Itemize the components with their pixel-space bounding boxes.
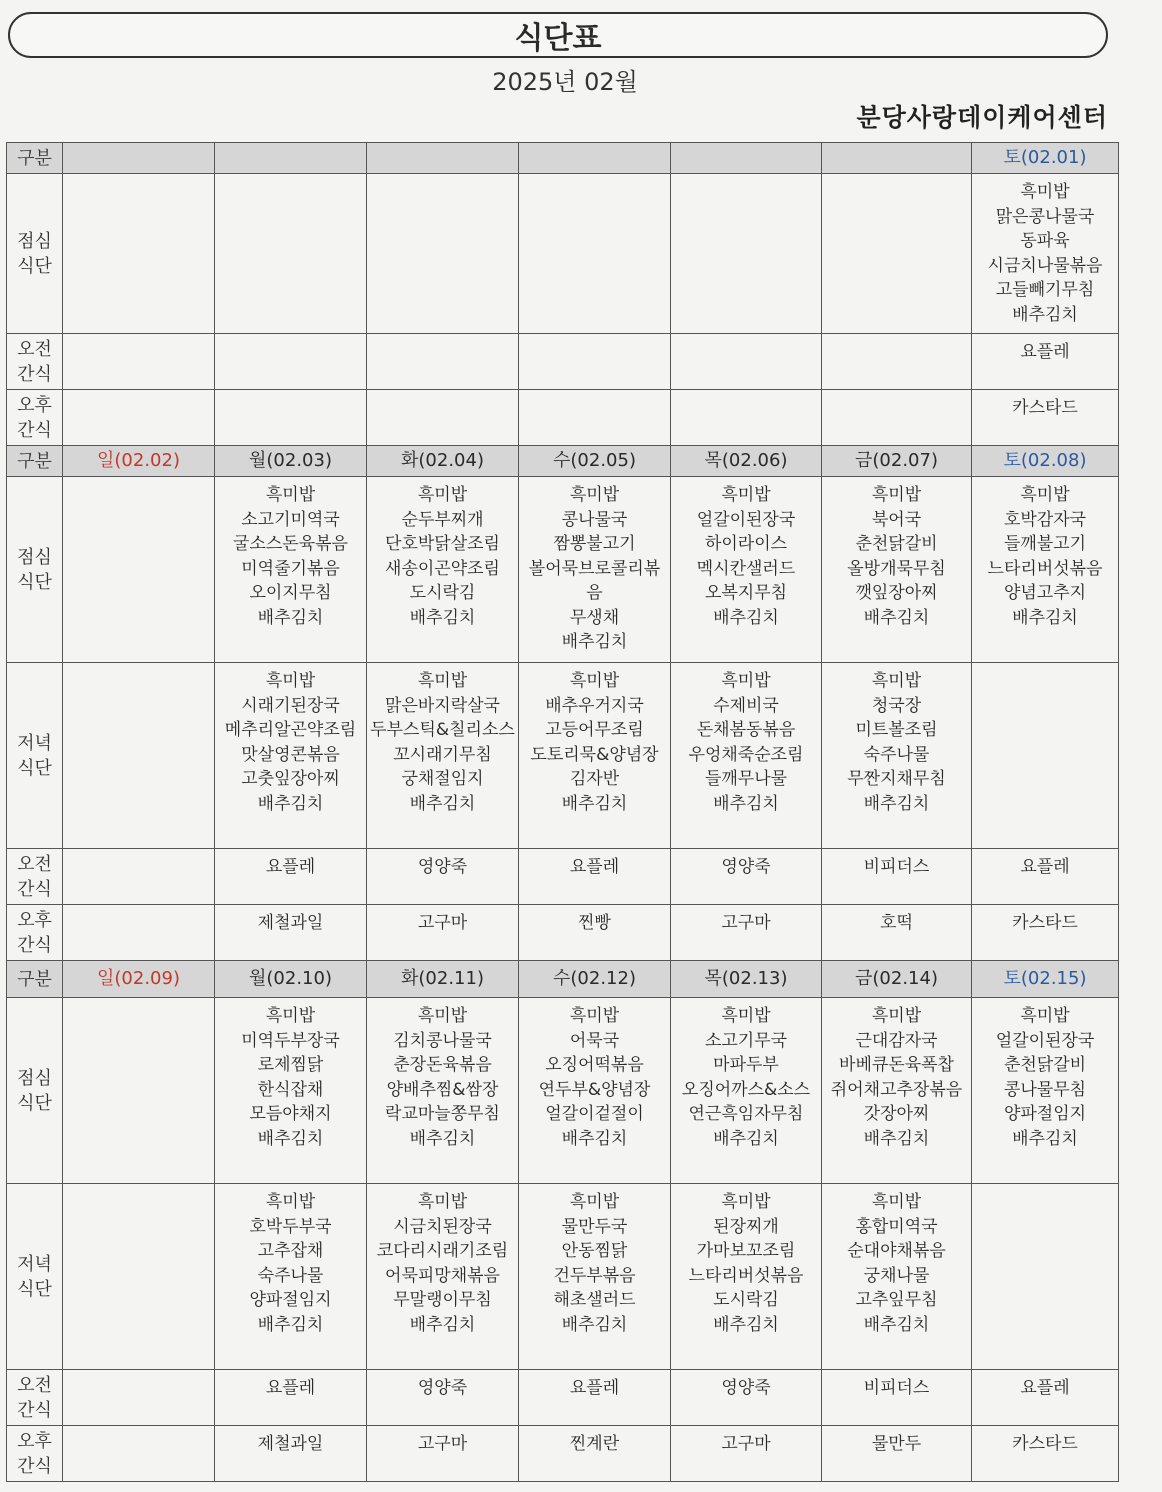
row-label-pm-snack: 오후 간식 bbox=[7, 905, 63, 961]
meal-cell bbox=[519, 1184, 671, 1370]
dish-item: 해초샐러드 bbox=[553, 1290, 636, 1310]
dish-item: 미역줄기볶음 bbox=[241, 558, 340, 579]
dish-item: 흑미밥 bbox=[265, 485, 316, 505]
snack-cell: 비피더스 bbox=[822, 849, 972, 905]
dish-item: 짬뽕불고기 bbox=[553, 534, 636, 554]
snack-cell bbox=[822, 334, 972, 390]
dish-item: 도시락김 bbox=[409, 583, 476, 603]
dish-item: 우엉채죽순조림 bbox=[688, 744, 804, 765]
meal-cell bbox=[519, 998, 671, 1184]
snack-cell: 요플레 bbox=[215, 849, 367, 905]
lunch-row bbox=[7, 174, 1119, 334]
snack-cell bbox=[215, 390, 367, 446]
dish-item: 배추김치 bbox=[713, 1128, 779, 1149]
snack-cell: 카스타드 bbox=[972, 1426, 1119, 1482]
snack-cell: 요플레 bbox=[972, 849, 1119, 905]
dish-item: 흑미밥 bbox=[721, 1006, 771, 1026]
meal-cell bbox=[519, 174, 671, 334]
meal-cell bbox=[63, 663, 215, 849]
dish-item: 흑미밥 bbox=[569, 1006, 620, 1026]
meal-cell bbox=[972, 1184, 1119, 1370]
row-label-lunch: 점심 식단 bbox=[7, 998, 63, 1184]
dish-item: 안동찜닭 bbox=[561, 1241, 628, 1261]
snack-cell bbox=[63, 390, 215, 446]
meal-cell bbox=[215, 998, 367, 1184]
dish-item: 순두부찌개 bbox=[401, 509, 484, 530]
dish-item: 깻잎장아찌 bbox=[855, 583, 938, 603]
meal-cell bbox=[215, 663, 367, 849]
snack-cell: 카스타드 bbox=[972, 905, 1119, 961]
snack-cell bbox=[519, 390, 671, 446]
meal-cell bbox=[63, 998, 215, 1184]
dish-item: 하이라이스 bbox=[704, 534, 788, 554]
dish-item: 배추김치 bbox=[257, 793, 324, 814]
meal-cell bbox=[822, 663, 972, 849]
meal-cell bbox=[671, 477, 822, 663]
dish-item: 무짠지채무침 bbox=[847, 769, 946, 789]
day-header: 일(02.02) bbox=[63, 446, 215, 477]
dish-item: 배추김치 bbox=[561, 1128, 628, 1149]
dish-item: 흑미밥 bbox=[871, 1006, 922, 1026]
snack-cell bbox=[63, 905, 215, 961]
snack-cell: 고구마 bbox=[671, 1426, 822, 1482]
dish-item: 도시락김 bbox=[713, 1290, 779, 1310]
dish-item: 김치콩나물국 bbox=[393, 1030, 492, 1051]
meal-cell bbox=[63, 477, 215, 663]
dish-item: 마파두부 bbox=[713, 1055, 779, 1075]
dish-item: 가마보꼬조림 bbox=[696, 1241, 796, 1261]
dish-item: 꼬시래기무침 bbox=[393, 744, 492, 765]
day-header: 수(02.12) bbox=[519, 961, 671, 998]
dish-item: 소고기무국 bbox=[704, 1030, 788, 1051]
day-header: 토(02.01) bbox=[972, 143, 1119, 174]
dish-item: 배추김치 bbox=[1012, 304, 1078, 325]
month-label: 2025년 02월 bbox=[492, 68, 638, 96]
dish-item: 연근흑임자무침 bbox=[688, 1104, 804, 1124]
week-header-row bbox=[7, 961, 1119, 998]
page-title: 식단표 bbox=[8, 12, 1108, 58]
snack-cell: 제철과일 bbox=[215, 1426, 367, 1482]
dinner-row bbox=[7, 663, 1119, 849]
dish-item: 양파절임지 bbox=[1003, 1104, 1087, 1124]
dish-item: 흑미밥 bbox=[871, 1192, 922, 1212]
snack-cell: 고구마 bbox=[671, 905, 822, 961]
snack-cell: 요플레 bbox=[519, 849, 671, 905]
dish-item: 흑미밥 bbox=[417, 1006, 468, 1026]
dish-item: 배추김치 bbox=[561, 1314, 628, 1335]
dish-item: 흑미밥 bbox=[721, 671, 771, 691]
dish-item: 무생채 bbox=[569, 607, 620, 628]
snack-cell: 영양죽 bbox=[367, 849, 519, 905]
row-label-am-snack: 오전 간식 bbox=[7, 334, 63, 390]
day-header: 목(02.13) bbox=[671, 961, 822, 998]
meal-cell bbox=[972, 477, 1119, 663]
dish-item: 볼어묵브로콜리볶음 bbox=[528, 558, 661, 603]
dish-item: 고추잎무침 bbox=[855, 1290, 938, 1310]
dish-item: 도토리묵&양념장 bbox=[530, 744, 659, 765]
dish-item: 배추우거지국 bbox=[545, 695, 644, 716]
dish-item: 청국장 bbox=[871, 695, 922, 716]
dish-item: 흑미밥 bbox=[417, 671, 468, 691]
lunch-row bbox=[7, 998, 1119, 1184]
dish-item: 양념고추지 bbox=[1003, 583, 1087, 603]
pm-snack-row bbox=[7, 905, 1119, 961]
dish-item: 콩나물무침 bbox=[1003, 1079, 1087, 1100]
lunch-row bbox=[7, 477, 1119, 663]
pm-snack-row bbox=[7, 390, 1119, 446]
meal-cell bbox=[972, 174, 1119, 334]
meal-cell bbox=[972, 998, 1119, 1184]
dish-item: 시금치나물볶음 bbox=[987, 255, 1103, 276]
snack-cell: 물만두 bbox=[822, 1426, 972, 1482]
snack-cell: 찐빵 bbox=[519, 905, 671, 961]
snack-cell bbox=[822, 390, 972, 446]
meal-cell bbox=[519, 477, 671, 663]
row-label-am-snack: 오전 간식 bbox=[7, 1370, 63, 1426]
meal-cell bbox=[63, 1184, 215, 1370]
dish-item: 흑미밥 bbox=[721, 1192, 771, 1212]
day-header bbox=[63, 143, 215, 174]
dish-item: 맛살영콘볶음 bbox=[241, 744, 340, 765]
day-header bbox=[822, 143, 972, 174]
meal-cell bbox=[972, 663, 1119, 849]
dish-item: 흑미밥 bbox=[569, 671, 620, 691]
dish-item: 배추김치 bbox=[409, 607, 476, 628]
dish-item: 흑미밥 bbox=[265, 671, 316, 691]
meal-cell bbox=[215, 1184, 367, 1370]
dish-item: 갓장아찌 bbox=[863, 1104, 930, 1124]
dish-item: 북어국 bbox=[871, 509, 922, 530]
dish-item: 호박감자국 bbox=[1003, 509, 1087, 530]
dish-item: 홍합미역국 bbox=[855, 1216, 938, 1237]
day-header: 월(02.03) bbox=[215, 446, 367, 477]
dish-item: 흑미밥 bbox=[871, 485, 922, 505]
dish-item: 흑미밥 bbox=[417, 1192, 468, 1212]
dish-item: 오징어떡볶음 bbox=[545, 1055, 644, 1075]
dish-item: 돈채봄동볶음 bbox=[696, 720, 796, 740]
row-label-dinner: 저녁 식단 bbox=[7, 1184, 63, 1370]
dish-item: 로제찜닭 bbox=[257, 1055, 324, 1075]
snack-cell bbox=[63, 334, 215, 390]
dish-item: 흑미밥 bbox=[1020, 1006, 1070, 1026]
dinner-row bbox=[7, 1184, 1119, 1370]
dish-item: 연두부&양념장 bbox=[538, 1079, 651, 1100]
meal-cell bbox=[215, 477, 367, 663]
dish-item: 배추김치 bbox=[409, 1314, 476, 1335]
dish-item: 오이지무침 bbox=[249, 583, 332, 603]
dish-item: 고등어무조림 bbox=[545, 720, 644, 740]
dish-item: 어묵국 bbox=[569, 1030, 620, 1051]
snack-cell: 영양죽 bbox=[367, 1370, 519, 1426]
day-header: 금(02.14) bbox=[822, 961, 972, 998]
dish-item: 배추김치 bbox=[257, 1314, 324, 1335]
dish-item: 메추리알곤약조림 bbox=[224, 720, 357, 740]
row-label-pm-snack: 오후 간식 bbox=[7, 390, 63, 446]
dish-item: 새송이곤약조림 bbox=[385, 558, 500, 579]
dish-item: 된장찌개 bbox=[713, 1216, 779, 1237]
dish-item: 얼갈이된장국 bbox=[696, 509, 796, 530]
week-header-row bbox=[7, 143, 1119, 174]
dish-item: 숙주나물 bbox=[257, 1265, 324, 1286]
row-label-header: 구분 bbox=[7, 446, 63, 477]
snack-cell: 고구마 bbox=[367, 1426, 519, 1482]
dish-item: 흑미밥 bbox=[721, 485, 771, 505]
dish-item: 무말랭이무침 bbox=[393, 1290, 492, 1310]
row-label-header: 구분 bbox=[7, 961, 63, 998]
dish-item: 두부스틱&칠리소스 bbox=[370, 720, 515, 740]
meal-cell bbox=[519, 663, 671, 849]
dish-item: 한식잡채 bbox=[257, 1079, 324, 1100]
meal-cell bbox=[367, 477, 519, 663]
dish-item: 느타리버섯볶음 bbox=[688, 1265, 804, 1286]
snack-cell bbox=[519, 334, 671, 390]
dish-item: 양파절임지 bbox=[249, 1290, 332, 1310]
dish-item: 흑미밥 bbox=[265, 1006, 316, 1026]
snack-cell: 찐계란 bbox=[519, 1426, 671, 1482]
dish-item: 궁채나물 bbox=[863, 1265, 930, 1286]
dish-item: 고들빼기무침 bbox=[995, 280, 1095, 300]
dish-item: 배추김치 bbox=[713, 607, 779, 628]
day-header bbox=[671, 143, 822, 174]
day-header: 월(02.10) bbox=[215, 961, 367, 998]
day-header: 금(02.07) bbox=[822, 446, 972, 477]
dish-item: 얼갈이겉절이 bbox=[545, 1104, 644, 1124]
snack-cell: 호떡 bbox=[822, 905, 972, 961]
dish-item: 고추잡채 bbox=[257, 1241, 324, 1261]
snack-cell bbox=[215, 334, 367, 390]
dish-item: 콩나물국 bbox=[561, 509, 628, 530]
dish-item: 흑미밥 bbox=[569, 485, 620, 505]
meal-cell bbox=[822, 477, 972, 663]
dish-item: 고춧잎장아찌 bbox=[241, 769, 340, 789]
dish-item: 멕시칸샐러드 bbox=[696, 558, 796, 579]
row-label-lunch: 점심 식단 bbox=[7, 477, 63, 663]
dish-item: 양배추찜&쌈장 bbox=[386, 1079, 499, 1100]
dish-item: 모듬야채지 bbox=[249, 1104, 332, 1124]
day-header: 화(02.11) bbox=[367, 961, 519, 998]
dish-item: 배추김치 bbox=[863, 1128, 930, 1149]
snack-cell bbox=[367, 334, 519, 390]
meal-cell bbox=[671, 998, 822, 1184]
dish-item: 들깨무나물 bbox=[704, 769, 788, 789]
dish-item: 어묵피망채볶음 bbox=[385, 1265, 500, 1286]
dish-item: 동파육 bbox=[1020, 231, 1070, 251]
snack-cell: 영양죽 bbox=[671, 1370, 822, 1426]
dish-item: 숙주나물 bbox=[863, 744, 930, 765]
dish-item: 들깨불고기 bbox=[1003, 534, 1087, 554]
am-snack-row bbox=[7, 849, 1119, 905]
dish-item: 배추김치 bbox=[713, 1314, 779, 1335]
meal-plan-table bbox=[6, 142, 1119, 1482]
dish-item: 배추김치 bbox=[561, 632, 628, 652]
snack-cell bbox=[367, 390, 519, 446]
day-header: 수(02.05) bbox=[519, 446, 671, 477]
am-snack-row bbox=[7, 1370, 1119, 1426]
dish-item: 근대감자국 bbox=[855, 1030, 938, 1051]
snack-cell bbox=[63, 1370, 215, 1426]
pm-snack-row bbox=[7, 1426, 1119, 1482]
dish-item: 배추김치 bbox=[409, 793, 476, 814]
dish-item: 배추김치 bbox=[713, 793, 779, 814]
meal-cell bbox=[671, 1184, 822, 1370]
dish-item: 물만두국 bbox=[561, 1216, 628, 1237]
dish-item: 맑은콩나물국 bbox=[995, 206, 1095, 227]
day-header bbox=[367, 143, 519, 174]
meal-cell bbox=[671, 174, 822, 334]
meal-cell bbox=[822, 1184, 972, 1370]
dish-item: 흑미밥 bbox=[871, 671, 922, 691]
day-header: 일(02.09) bbox=[63, 961, 215, 998]
dish-item: 호박두부국 bbox=[249, 1216, 332, 1237]
row-label-header: 구분 bbox=[7, 143, 63, 174]
dish-item: 단호박닭살조림 bbox=[385, 534, 500, 554]
day-header: 토(02.15) bbox=[972, 961, 1119, 998]
dish-item: 시금치된장국 bbox=[393, 1216, 492, 1237]
row-label-pm-snack: 오후 간식 bbox=[7, 1426, 63, 1482]
week-header-row bbox=[7, 446, 1119, 477]
dish-item: 미트볼조림 bbox=[855, 720, 938, 740]
row-label-dinner: 저녁 식단 bbox=[7, 663, 63, 849]
snack-cell: 영양죽 bbox=[671, 849, 822, 905]
dish-item: 쥐어채고추장볶음 bbox=[830, 1079, 963, 1100]
dish-item: 얼갈이된장국 bbox=[995, 1030, 1095, 1051]
snack-cell bbox=[63, 849, 215, 905]
dish-item: 맑은바지락살국 bbox=[385, 695, 500, 716]
dish-item: 배추김치 bbox=[257, 1128, 324, 1149]
meal-cell bbox=[822, 174, 972, 334]
center-name: 분당사랑데이케어센터 bbox=[856, 103, 1108, 132]
dish-item: 춘장돈육볶음 bbox=[393, 1055, 492, 1075]
dish-item: 배추김치 bbox=[1012, 607, 1078, 628]
snack-cell: 요플레 bbox=[972, 1370, 1119, 1426]
dish-item: 오징어까스&소스 bbox=[681, 1079, 811, 1100]
dish-item: 소고기미역국 bbox=[241, 509, 340, 530]
dish-item: 오복지무침 bbox=[704, 583, 788, 603]
day-header: 토(02.08) bbox=[972, 446, 1119, 477]
dish-item: 배추김치 bbox=[561, 793, 628, 814]
day-header bbox=[215, 143, 367, 174]
meal-cell bbox=[367, 663, 519, 849]
meal-cell bbox=[671, 663, 822, 849]
meal-cell bbox=[367, 1184, 519, 1370]
snack-cell: 요플레 bbox=[215, 1370, 367, 1426]
row-label-lunch: 점심 식단 bbox=[7, 174, 63, 334]
dish-item: 배추김치 bbox=[1012, 1128, 1078, 1149]
snack-cell: 카스타드 bbox=[972, 390, 1119, 446]
snack-cell: 제철과일 bbox=[215, 905, 367, 961]
dish-item: 춘천닭갈비 bbox=[1003, 1055, 1087, 1075]
dish-item: 미역두부장국 bbox=[241, 1030, 340, 1051]
meal-cell bbox=[367, 174, 519, 334]
snack-cell: 요플레 bbox=[519, 1370, 671, 1426]
snack-cell bbox=[671, 390, 822, 446]
dish-item: 흑미밥 bbox=[1020, 182, 1070, 202]
dish-item: 흑미밥 bbox=[569, 1192, 620, 1212]
snack-cell: 비피더스 bbox=[822, 1370, 972, 1426]
row-label-am-snack: 오전 간식 bbox=[7, 849, 63, 905]
snack-cell: 요플레 bbox=[972, 334, 1119, 390]
day-header: 화(02.04) bbox=[367, 446, 519, 477]
dish-item: 건두부볶음 bbox=[553, 1265, 636, 1286]
dish-item: 흑미밥 bbox=[1020, 485, 1070, 505]
day-header: 목(02.06) bbox=[671, 446, 822, 477]
meal-cell bbox=[63, 174, 215, 334]
dish-item: 흑미밥 bbox=[265, 1192, 316, 1212]
meal-cell bbox=[822, 998, 972, 1184]
dish-item: 흑미밥 bbox=[417, 485, 468, 505]
dish-item: 올방개묵무침 bbox=[847, 558, 946, 579]
dish-item: 락교마늘쫑무침 bbox=[385, 1104, 500, 1124]
dish-item: 바베큐돈육폭찹 bbox=[839, 1055, 954, 1075]
dish-item: 배추김치 bbox=[863, 1314, 930, 1335]
dish-item: 순대야채볶음 bbox=[847, 1241, 946, 1261]
dish-item: 코다리시래기조림 bbox=[376, 1241, 509, 1261]
meal-cell bbox=[367, 998, 519, 1184]
dish-item: 춘천닭갈비 bbox=[855, 534, 938, 554]
snack-cell bbox=[671, 334, 822, 390]
dish-item: 굴소스돈육볶음 bbox=[233, 534, 348, 554]
dish-item: 배추김치 bbox=[863, 607, 930, 628]
dish-item: 시래기된장국 bbox=[241, 695, 340, 716]
dish-item: 느타리버섯볶음 bbox=[987, 558, 1103, 579]
dish-item: 수제비국 bbox=[713, 695, 779, 716]
snack-cell: 고구마 bbox=[367, 905, 519, 961]
day-header bbox=[519, 143, 671, 174]
meal-cell bbox=[215, 174, 367, 334]
dish-item: 배추김치 bbox=[409, 1128, 476, 1149]
am-snack-row bbox=[7, 334, 1119, 390]
dish-item: 배추김치 bbox=[863, 793, 930, 814]
dish-item: 김자반 bbox=[569, 769, 620, 789]
dish-item: 배추김치 bbox=[257, 607, 324, 628]
snack-cell bbox=[63, 1426, 215, 1482]
dish-item: 궁채절임지 bbox=[401, 769, 484, 789]
